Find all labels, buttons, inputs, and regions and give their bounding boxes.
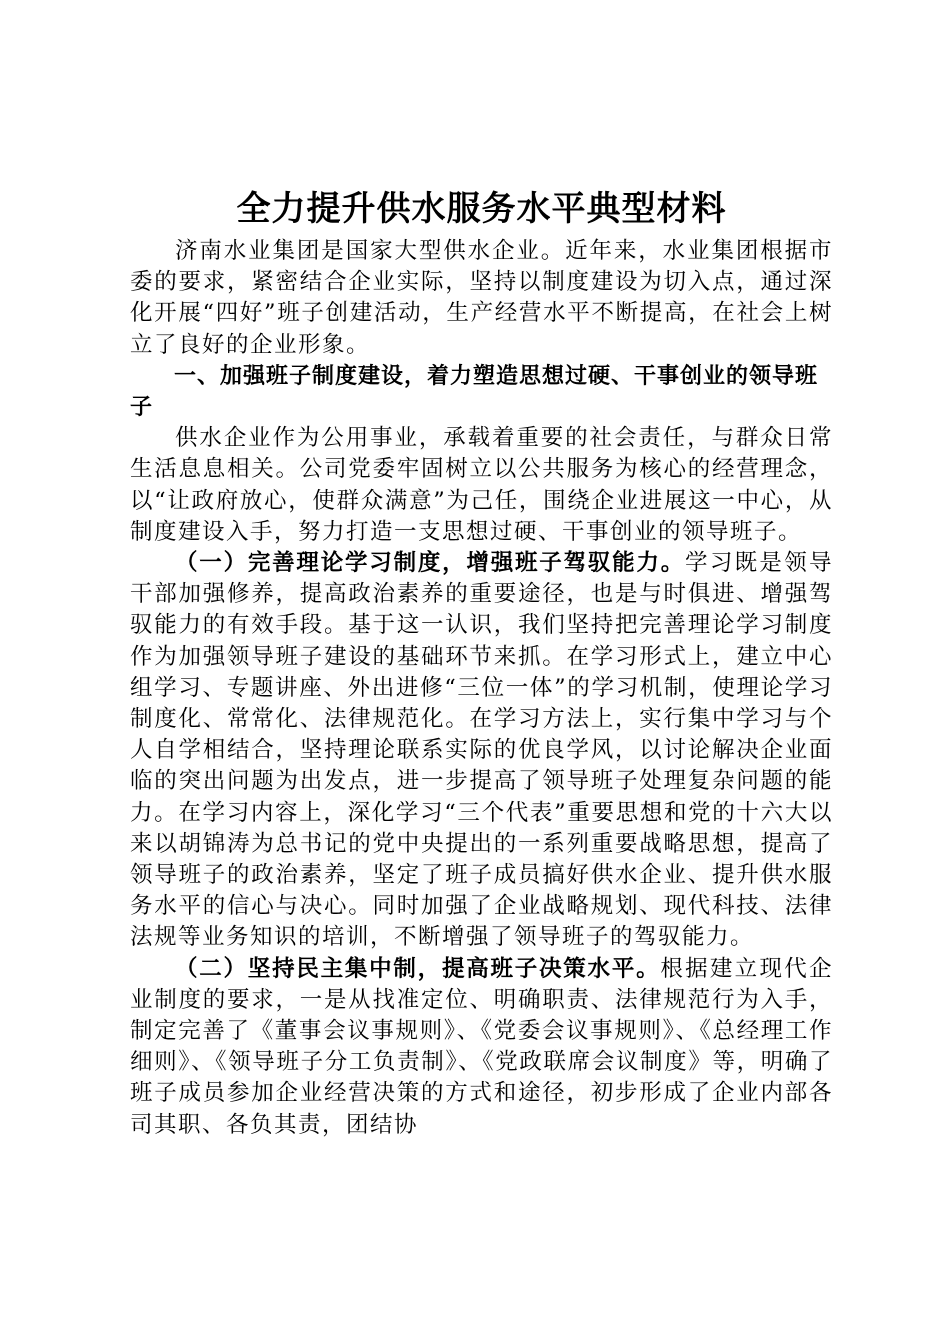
section-heading-1: 一、加强班子制度建设，着力塑造思想过硬、干事创业的领导班子 xyxy=(130,363,819,421)
subsection-2-paragraph xyxy=(130,954,833,1141)
subsection-1-paragraph xyxy=(130,548,833,954)
intro-paragraph: 济南水业集团是国家大型供水企业。近年来，水业集团根据市委的要求，紧密结合企业实际，坚持以制度建设为切入点，通过深化开展“四好”班子创建活动，生产经营水平不断提高，在社会上树立了良好的企业形象。 xyxy=(130,238,833,358)
document-page xyxy=(130,186,833,1141)
document-title: 全力提升供水服务水平典型材料 xyxy=(236,189,727,229)
subsection-1-body: 学习既是领导干部加强修养，提高政治素养的重要途径，也是与时俱进、增强驾驭能力的有效手段。基于这一认识，我们坚持把完善理论学习制度作为加强领导班子建设的基础环节来抓。在学习形式上，建立中心组学习、专题讲座、外出进修“三位一体”的学习机制，使理论学习制度化、常常化、法律规范化。在学习方法上，实行集中学习与个人自学相结合，坚持理论联系实际的优良学风，以讨论解决企业面临的突出问题为出发点，进一步提高了领导班子处理复杂问题的能力。在学习内容上，深化学习“三个代表”重要思想和党的十六大以来以胡锦涛为总书记的党中央提出的一系列重要战略思想，提高了领导班子的政治素养，坚定了班子成员搞好供水企业、提升供水服务水平的信心与决心。同时加强了企业战略规划、现代科技、法律法规等业务知识的培训，不断增强了领导班子的驾驭能力。 xyxy=(130,550,833,951)
section-1-paragraph: 供水企业作为公用事业，承载着重要的社会责任，与群众日常生活息息相关。公司党委牢固树立以公共服务为核心的经营理念，以“让政府放心，使群众满意”为己任，围绕企业进展这一中心，从制度建设入手，努力打造一支思想过硬、干事创业的领导班子。 xyxy=(130,425,833,545)
subsection-1-heading: （一）完善理论学习制度，增强班子驾驭能力。 xyxy=(175,550,686,577)
subsection-2-body: 根据建立现代企业制度的要求，一是从找准定位、明确职责、法律规范行为入手，制定完善了《董事会议事规则》、《党委会议事规则》、《总经理工作细则》、《领导班子分工负责制》、《党政联席会议制度》等，明确了班子成员参加企业经营决策的方式和途径，初步形成了企业内部各司其职、各负其责，团结协 xyxy=(130,955,833,1138)
subsection-2-heading: （二）坚持民主集中制，提高班子决策水平。 xyxy=(175,955,661,982)
